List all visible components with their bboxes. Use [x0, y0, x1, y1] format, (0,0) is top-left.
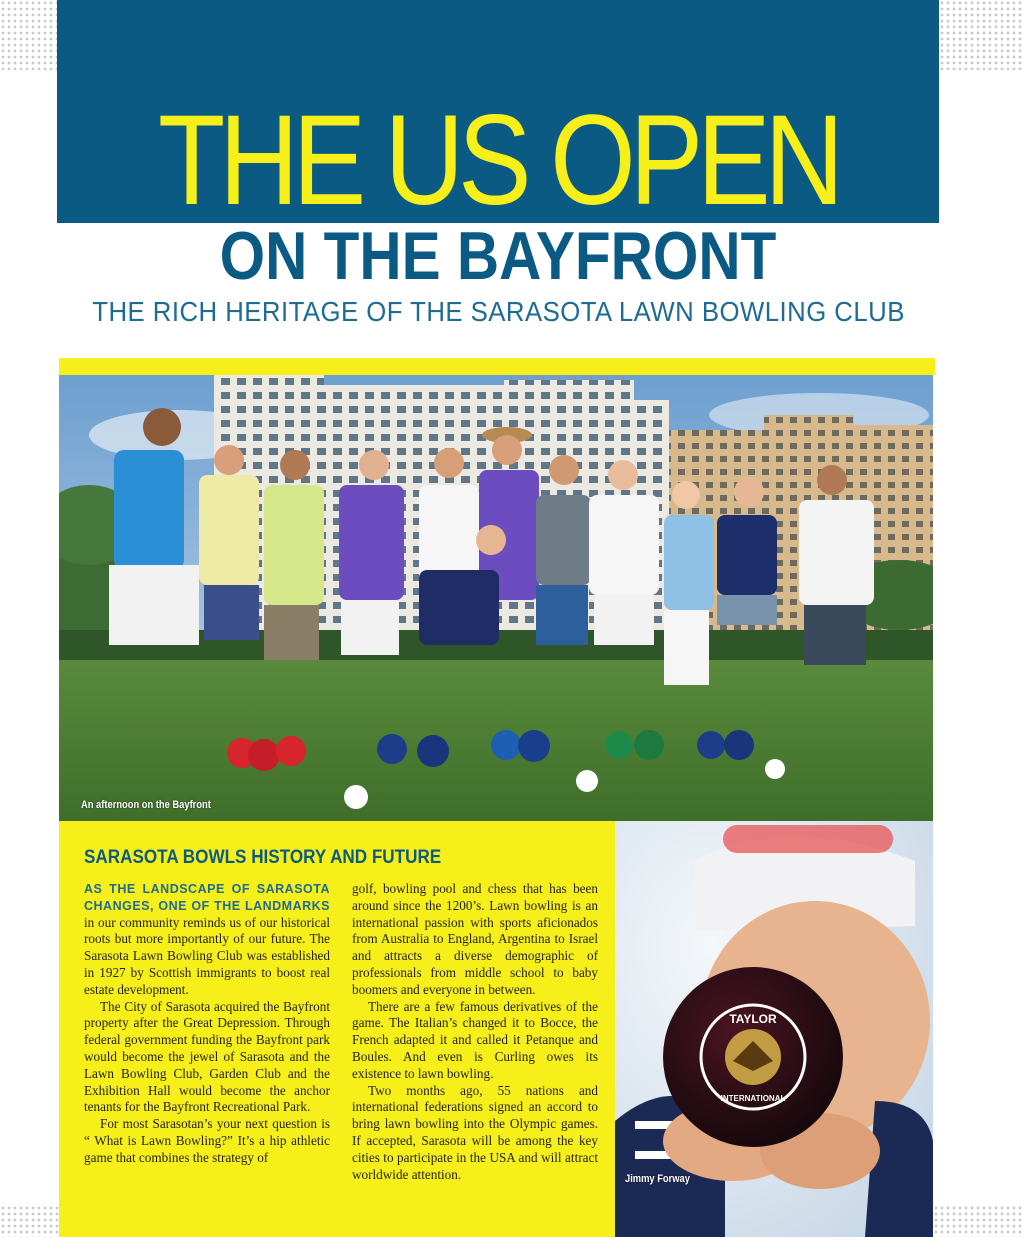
page-title: THE US OPEN [158, 89, 838, 232]
dot-pattern-bottom-right [933, 1205, 1024, 1237]
article-heading: SARASOTA BOWLS HISTORY AND FUTURE [84, 847, 442, 868]
ball-brand-text: TAYLOR [729, 1012, 777, 1026]
side-photo-caption: Jimmy Forway [625, 1173, 690, 1185]
article-box [59, 821, 615, 1237]
article-column-1 [84, 881, 330, 1167]
dot-pattern-top-right [939, 0, 1024, 70]
article-col2-p3: Two months ago, 55 nations and international federations signed an accord to bring lawn bowling into the Olympic games. If accepted, Sarasota will be among the key cities to participate in the USA and will attract worldwide attention. [352, 1082, 598, 1182]
article-column-2 [352, 881, 598, 1183]
dot-pattern-top-left [0, 0, 57, 70]
article-col1-p1: in our community reminds us of our historical roots but more importantly of our future. The Sarasota Lawn Bowling Club was established in 1927 by Scottish immigrants to boost real estate development. [84, 914, 330, 997]
article-col2-p2: There are a few famous derivatives of the game. The Italian’s changed it to Bocce, the French adapted it and called it Petanque and Boules. And even is Curling owes its existence to lawn bowling. [352, 998, 598, 1081]
team-photo-illustration [59, 375, 933, 821]
article-lead: AS THE LANDSCAPE OF SARASOTA CHANGES, ONE OF THE LANDMARKS [84, 882, 330, 913]
dot-pattern-bottom-left [0, 1205, 59, 1237]
yellow-divider-bar [59, 358, 935, 375]
page-subtitle: ON THE BAYFRONT [219, 218, 777, 294]
main-photo [59, 375, 933, 821]
page-tagline: THE RICH HERITAGE OF THE SARASOTA LAWN BOWLING CLUB [92, 296, 905, 327]
article-col1-p3: For most Sarasotan’s your next question is “ What is Lawn Bowling?” It’s a hip athletic game that combines the strategy of [84, 1116, 330, 1165]
main-photo-caption: An afternoon on the Bayfront [81, 799, 211, 811]
ball-subtext: INTERNATIONAL [720, 1094, 786, 1103]
article-col1-p2: The City of Sarasota acquired the Bayfront property after the Great Depression. Through federal government funding the Bayfront park would become the jewel of Sarasota and the Lawn Bowling Club, Garden Club and the Exhibition Hall would become the anchor tenants for the Bayfront Recreational Park. [84, 998, 330, 1115]
side-photo [615, 821, 933, 1237]
article-col2-p1: golf, bowling pool and chess that has been around since the 1200’s. Lawn bowling is an international passion with sports aficionados from Australia to England, Argentina to Israel and attracts a diverse demographic of professionals from middle school to baby boomers and everyone in between. [352, 881, 598, 997]
